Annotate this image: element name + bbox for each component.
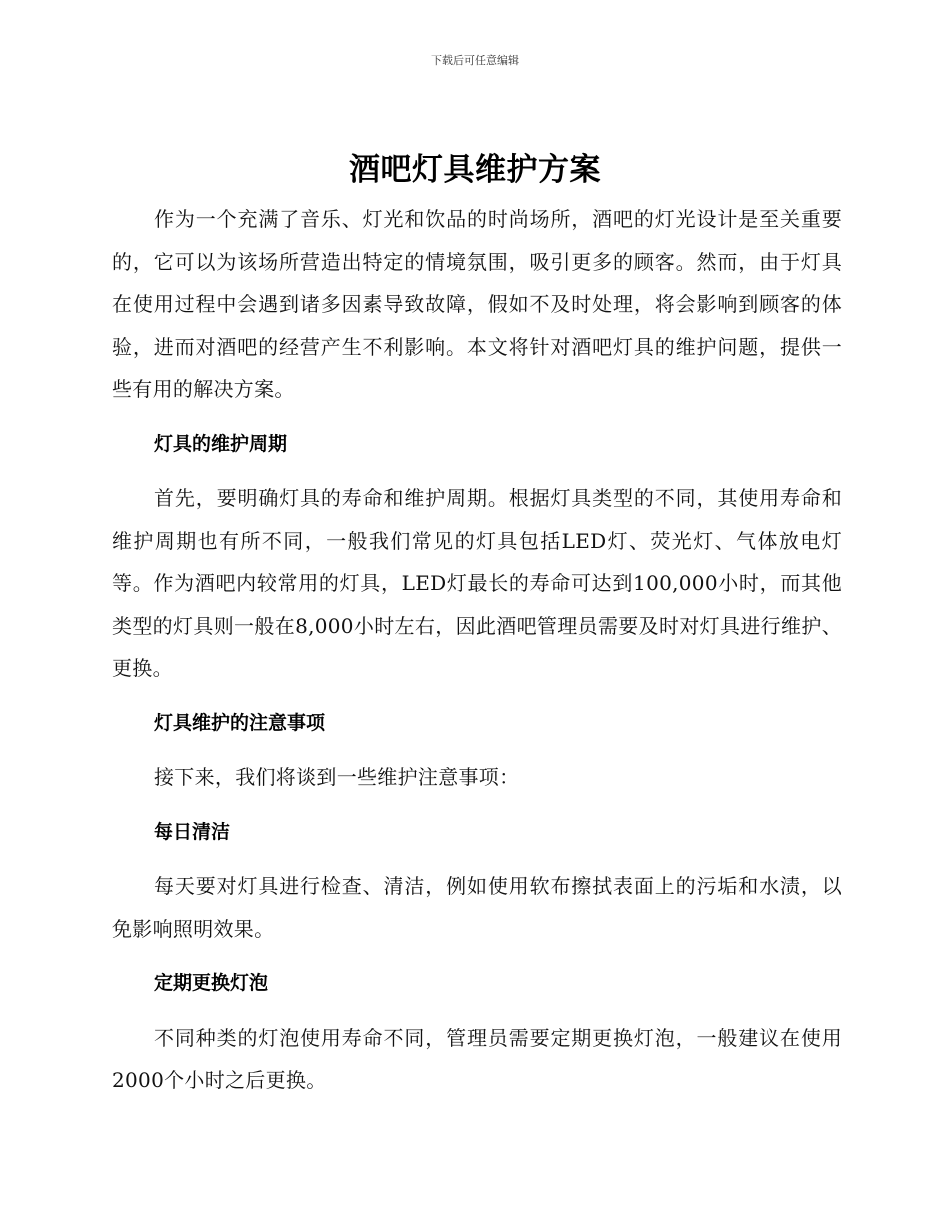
maintenance-cycle-paragraph: 首先，要明确灯具的寿命和维护周期。根据灯具类型的不同，其使用寿命和维护周期也有所不同，一般我们常见的灯具包括LED灯、荧光灯、气体放电灯等。作为酒吧内较常用的灯具，LED灯最长的寿命可达到100,000小时，而其他类型的灯具则一般在8,000小时左右，因此酒吧管理员需要及时对灯具进行维护、更换。 xyxy=(112,486,842,680)
section-heading-bulb-replacement: 定期更换灯泡 xyxy=(154,972,269,994)
intro-paragraph: 作为一个充满了音乐、灯光和饮品的时尚场所，酒吧的灯光设计是至关重要的，它可以为该场所营造出特定的情境氛围，吸引更多的顾客。然而，由于灯具在使用过程中会遇到诸多因素导致故障，假如不及时处理，将会影响到顾客的体验，进而对酒吧的经营产生不利影响。本文将针对酒吧灯具的维护问题，提供一些有用的解决方案。 xyxy=(112,207,842,401)
document-body xyxy=(112,198,842,1102)
section-heading-maintenance-cycle: 灯具的维护周期 xyxy=(154,432,288,455)
daily-cleaning-paragraph: 每天要对灯具进行检查、清洁，例如使用软布擦拭表面上的污垢和水渍，以免影响照明效果。 xyxy=(112,874,842,941)
section-heading-maintenance-notes: 灯具维护的注意事项 xyxy=(154,711,326,734)
header-note: 下载后可任意编辑 xyxy=(431,54,519,67)
section-heading-daily-cleaning: 每日清洁 xyxy=(154,820,231,843)
document-title: 酒吧灯具维护方案 xyxy=(349,152,601,188)
bulb-replacement-paragraph: 不同种类的灯泡使用寿命不同，管理员需要定期更换灯泡，一般建议在使用2000个小时之后更换。 xyxy=(112,1025,842,1092)
maintenance-notes-paragraph: 接下来，我们将谈到一些维护注意事项： xyxy=(154,765,520,789)
